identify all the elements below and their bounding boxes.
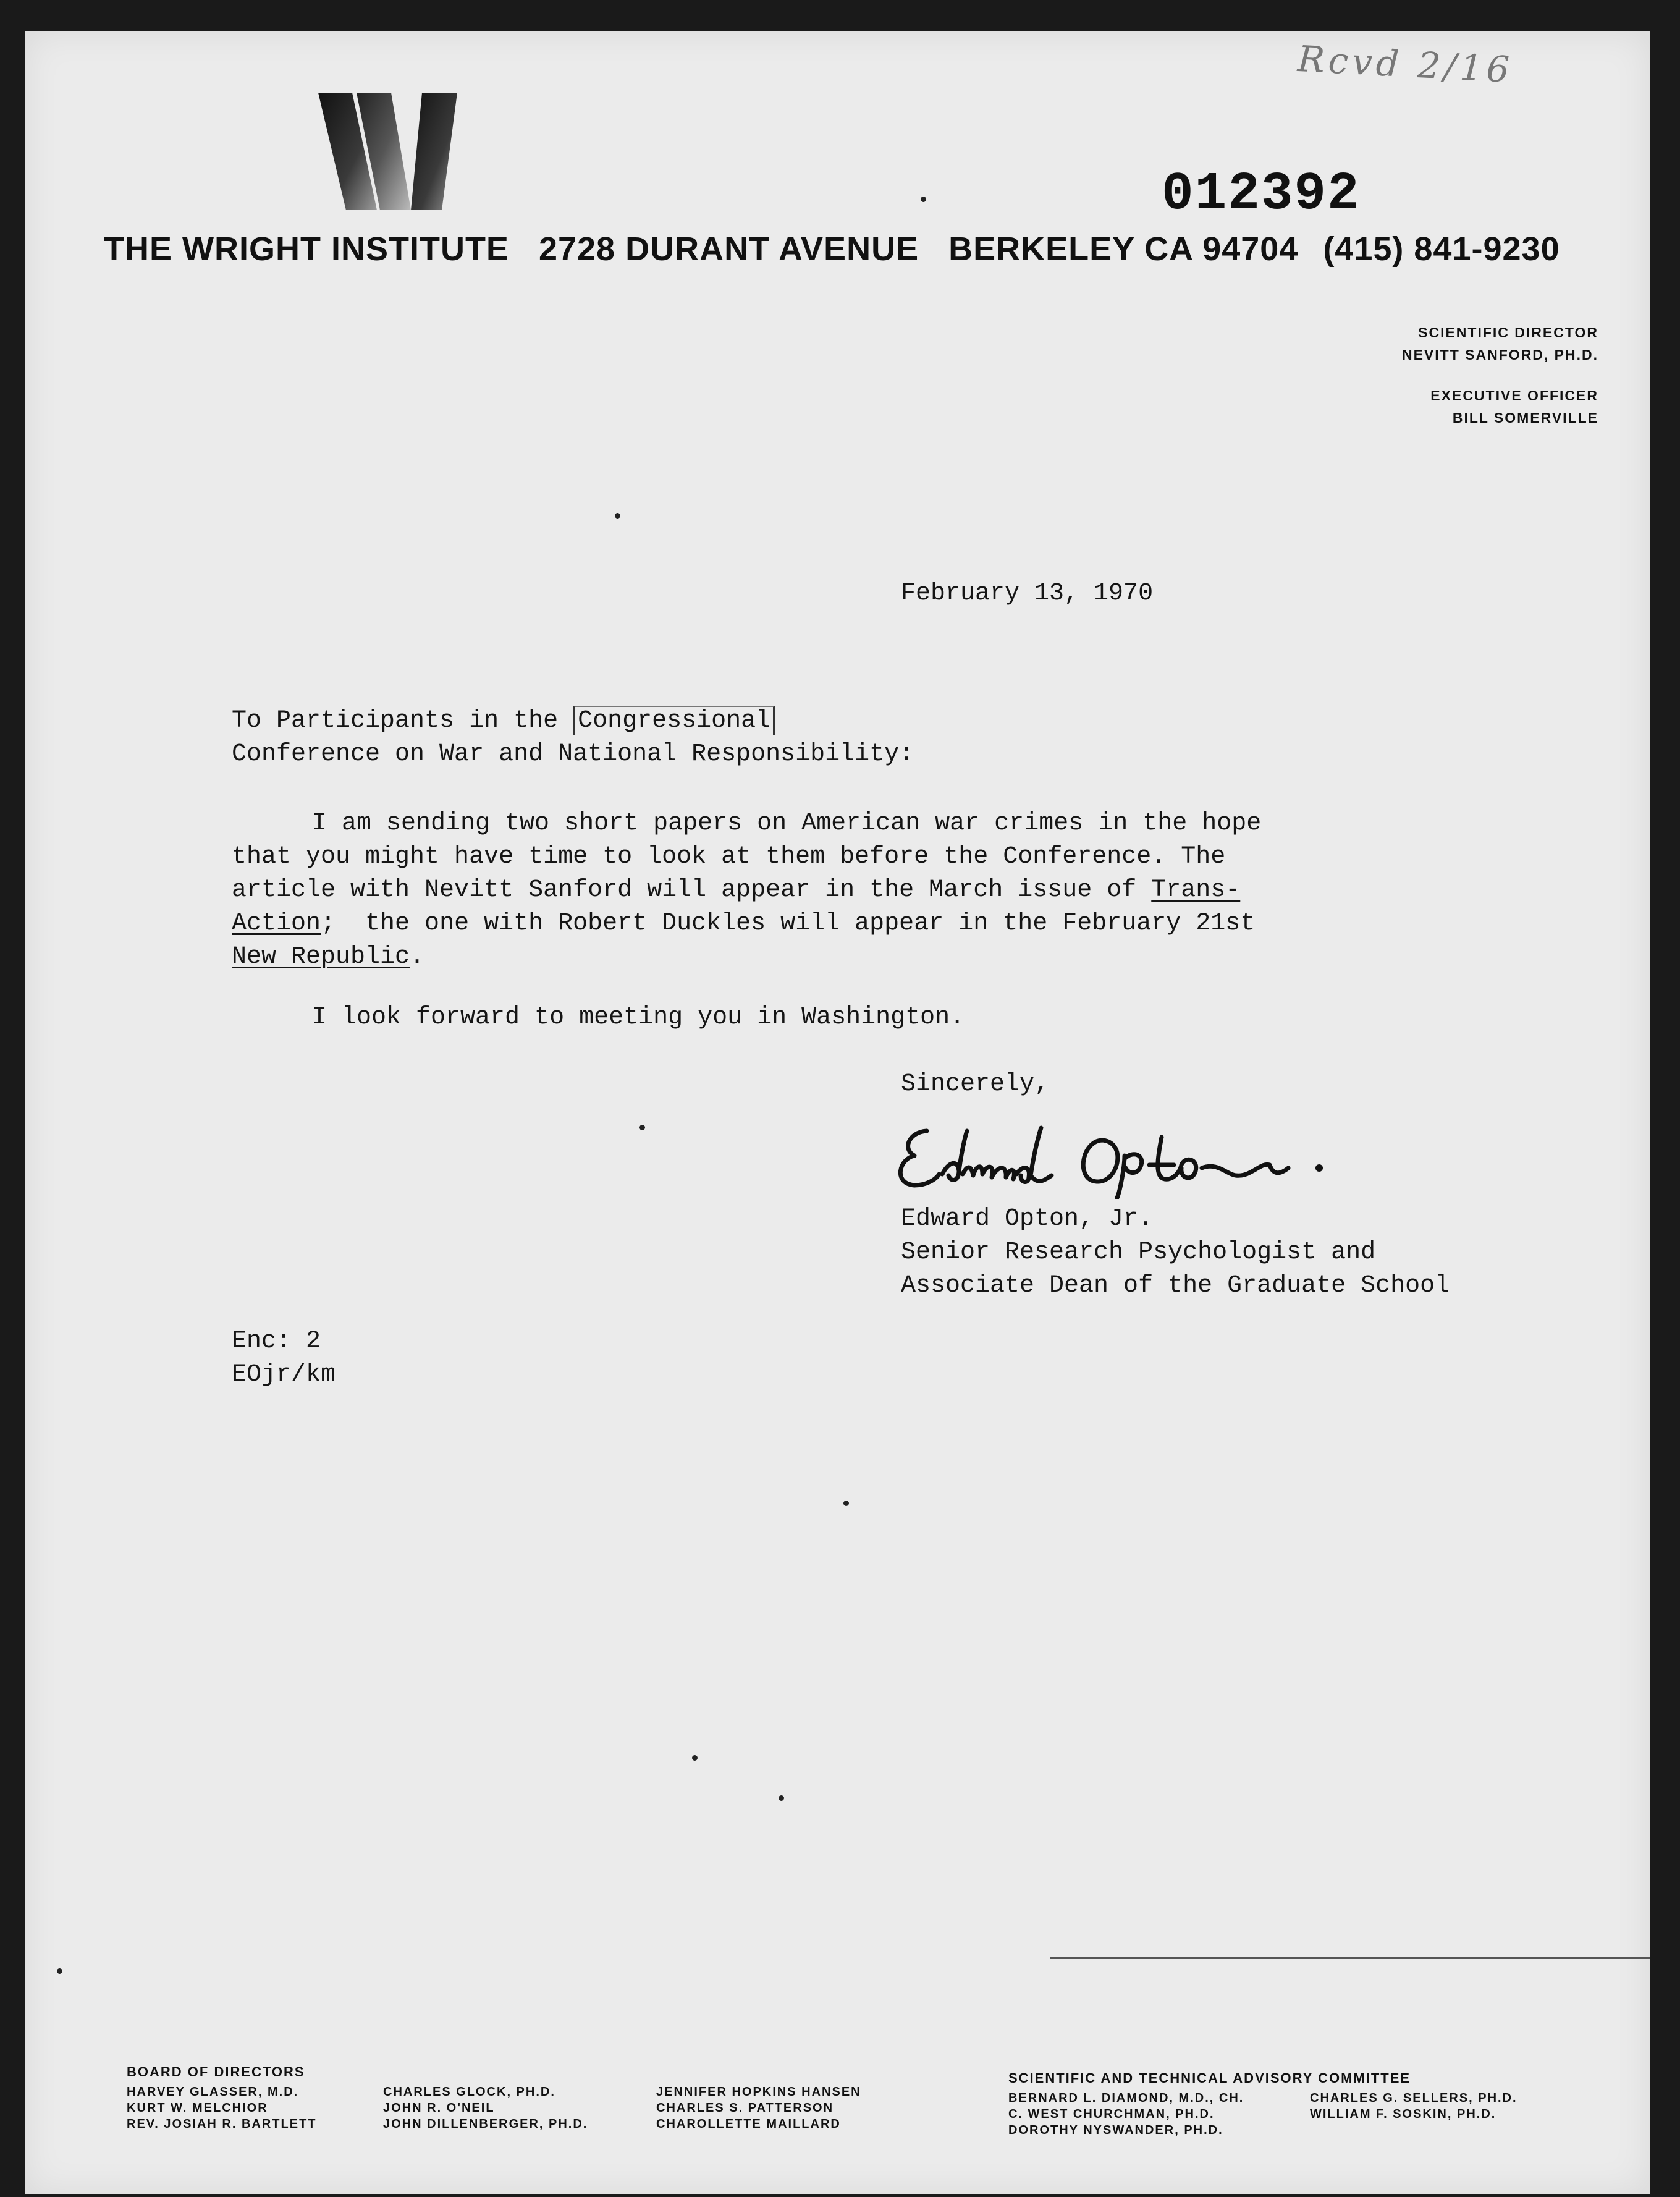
scan-speck	[779, 1795, 784, 1801]
scan-speck	[843, 1501, 849, 1506]
enclosure-count: Enc: 2	[232, 1327, 321, 1355]
committee-member: CHARLES G. SELLERS, PH.D.	[1310, 2091, 1517, 2105]
scan-speck	[57, 1968, 62, 1974]
closing: Sincerely,	[901, 1070, 1050, 1098]
scan-speck	[921, 197, 926, 202]
officer-scientific-director	[1402, 321, 1598, 366]
officer-name: BILL SOMERVILLE	[1452, 410, 1598, 426]
salutation	[232, 705, 775, 738]
officer-title: EXECUTIVE OFFICER	[1430, 387, 1598, 404]
body-paragraph-2: I look forward to meeting you in Washington.	[312, 1004, 965, 1031]
committee-member: BERNARD L. DIAMOND, M.D., CH.	[1008, 2091, 1244, 2105]
enclosure-block	[232, 1325, 336, 1392]
committee-heading: SCIENTIFIC AND TECHNICAL ADVISORY COMMITTEE	[1008, 2070, 1411, 2086]
board-heading: BOARD OF DIRECTORS	[127, 2064, 305, 2080]
committee-member: WILLIAM F. SOSKIN, PH.D.	[1310, 2107, 1496, 2121]
trans-action-title-cont: Action	[232, 910, 321, 938]
board-member: HARVEY GLASSER, M.D.	[127, 2085, 299, 2099]
board-member: JENNIFER HOPKINS HANSEN	[656, 2085, 861, 2099]
handwritten-received-note: Rcvd 2/16	[1296, 37, 1514, 91]
congressional-boxed-word: Congressional	[573, 706, 775, 735]
wright-institute-logo	[318, 93, 457, 210]
paragraph-text: .	[410, 943, 425, 971]
board-member: CHARLES S. PATTERSON	[656, 2101, 834, 2115]
salutation-line-2: Conference on War and National Responsibility:	[232, 740, 914, 768]
committee-member: DOROTHY NYSWANDER, PH.D.	[1008, 2123, 1223, 2137]
board-member: CHAROLLETTE MAILLARD	[656, 2117, 841, 2131]
signer-block	[901, 1203, 1450, 1303]
paragraph-line	[232, 941, 1261, 974]
committee-column-2	[1310, 2090, 1517, 2122]
board-member: REV. JOSIAH R. BARTLETT	[127, 2117, 317, 2131]
board-column-1	[127, 2084, 317, 2132]
city-state-zip: BERKELEY CA 94704	[948, 231, 1299, 268]
paragraph-text: ; the one with Robert Duckles will appear in the February 21st	[321, 910, 1256, 938]
divider-line	[1050, 1957, 1650, 1959]
phone-number: (415) 841-9230	[1323, 231, 1560, 268]
board-member: KURT W. MELCHIOR	[127, 2101, 268, 2115]
board-column-3	[656, 2084, 861, 2132]
letterhead-line	[104, 230, 1560, 268]
officer-executive	[1430, 384, 1598, 429]
officer-name: NEVITT SANFORD, PH.D.	[1401, 347, 1598, 363]
street-address: 2728 DURANT AVENUE	[538, 231, 919, 268]
scan-speck	[615, 513, 620, 519]
board-member: JOHN R. O'NEIL	[383, 2101, 495, 2115]
paragraph-line: I am sending two short papers on American war crimes in the hope	[312, 810, 1262, 837]
board-member: CHARLES GLOCK, PH.D.	[383, 2085, 555, 2099]
salutation-prefix: To Participants in the	[232, 707, 573, 735]
body-paragraph-1	[232, 807, 1261, 974]
signer-title-line-1: Senior Research Psychologist and	[901, 1238, 1376, 1266]
typist-initials: EOjr/km	[232, 1361, 336, 1389]
paragraph-line	[232, 874, 1261, 907]
handwritten-signature	[890, 1106, 1359, 1199]
board-column-2	[383, 2084, 588, 2132]
paragraph-line: that you might have time to look at them before the Conference. The	[232, 843, 1226, 871]
trans-action-title: Trans-	[1151, 876, 1241, 904]
signer-name: Edward Opton, Jr.	[901, 1205, 1154, 1233]
committee-column-1	[1008, 2090, 1244, 2138]
scan-speck	[639, 1125, 645, 1130]
signer-title-line-2: Associate Dean of the Graduate School	[901, 1272, 1450, 1300]
institution-name: THE WRIGHT INSTITUTE	[104, 231, 509, 268]
paragraph-text: article with Nevitt Sanford will appear in the March issue of	[232, 876, 1152, 904]
letter-date: February 13, 1970	[901, 580, 1154, 607]
committee-member: C. WEST CHURCHMAN, PH.D.	[1008, 2107, 1215, 2121]
board-member: JOHN DILLENBERGER, PH.D.	[383, 2117, 588, 2131]
paragraph-line	[232, 907, 1261, 941]
officer-title: SCIENTIFIC DIRECTOR	[1418, 324, 1598, 341]
document-number: 012392	[1162, 164, 1361, 224]
new-republic-title: New Republic	[232, 943, 410, 971]
scan-speck	[692, 1755, 698, 1761]
